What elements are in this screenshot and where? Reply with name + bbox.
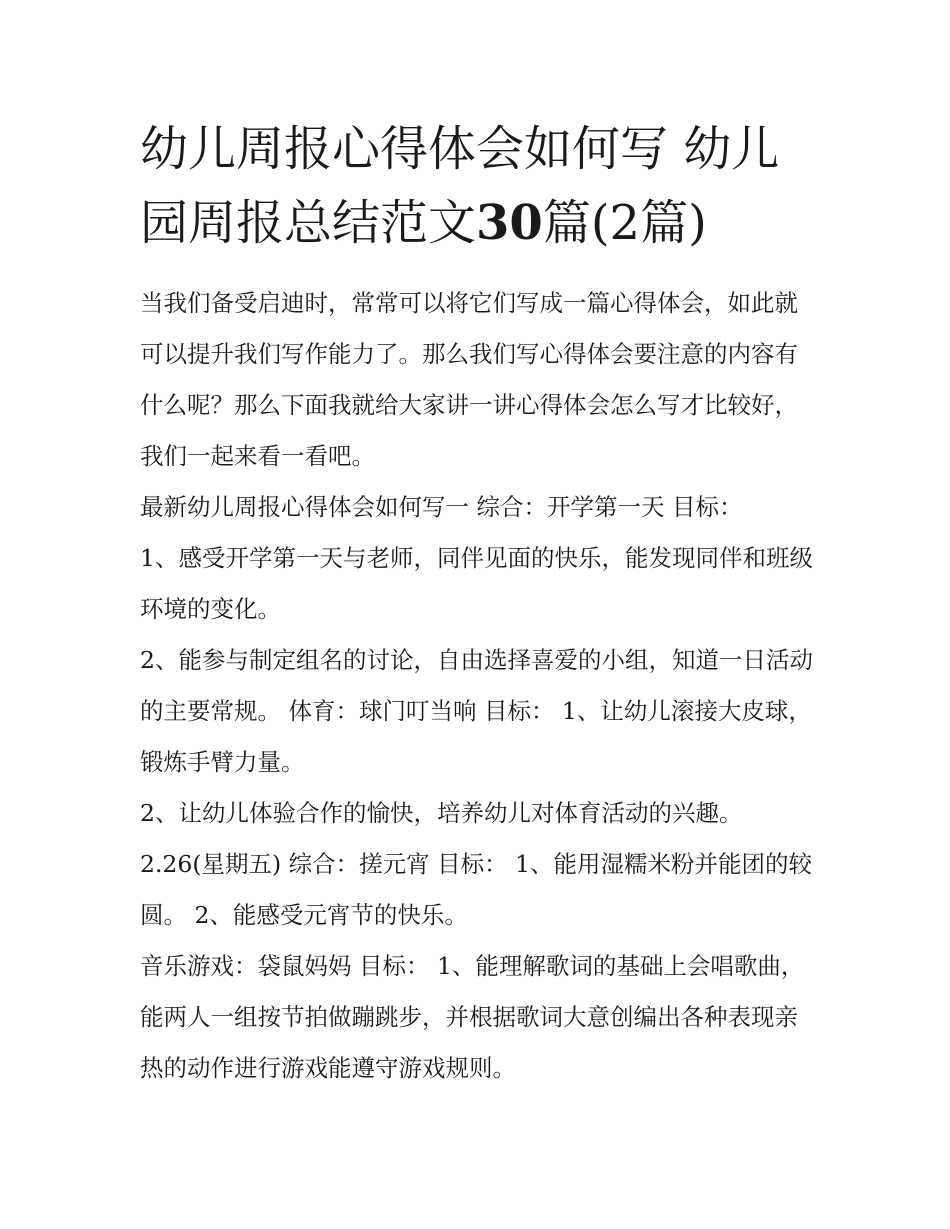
- document-title: 幼儿周报心得体会如何写 幼儿园周报总结范文30篇(2篇): [140, 121, 780, 251]
- title-number: 30: [476, 195, 543, 251]
- paragraph-goal-1: 1、感受开学第一天与老师，同伴见面的快乐，能发现同伴和班级环境的变化。: [140, 544, 813, 623]
- paragraph-section-heading: 最新幼儿周报心得体会如何写一 综合：开学第一天 目标：: [140, 493, 743, 521]
- paragraph-goal-3: 2、让幼儿体验合作的愉快，培养幼儿对体育活动的兴趣。: [140, 799, 743, 827]
- paragraph-intro: 当我们备受启迪时，常常可以将它们写成一篇心得体会，如此就可以提升我们写作能力了。那么我们写心得体会要注意的内容有什么呢？那么下面我就给大家讲一讲心得体会怎么写才比较好，我们一起来看一看吧。: [140, 289, 798, 470]
- document-page: [140, 112, 820, 1094]
- paragraph-goal-2: 2、能参与制定组名的讨论，自由选择喜爱的小组，知道一日活动的主要常规。 体育：球门叮当响 目标： 1、让幼儿滚接大皮球，锻炼手臂力量。: [140, 646, 813, 776]
- paragraph-friday: 2.26(星期五) 综合：搓元宵 目标： 1、能用湿糯米粉并能团的较圆。 2、能感受元宵节的快乐。: [140, 850, 813, 929]
- paragraph-music-game: 音乐游戏：袋鼠妈妈 目标： 1、能理解歌词的基础上会唱歌曲，能两人一组按节拍做蹦跳步，并根据歌词大意创编出各种表现亲热的动作进行游戏能遵守游戏规则。: [140, 952, 805, 1082]
